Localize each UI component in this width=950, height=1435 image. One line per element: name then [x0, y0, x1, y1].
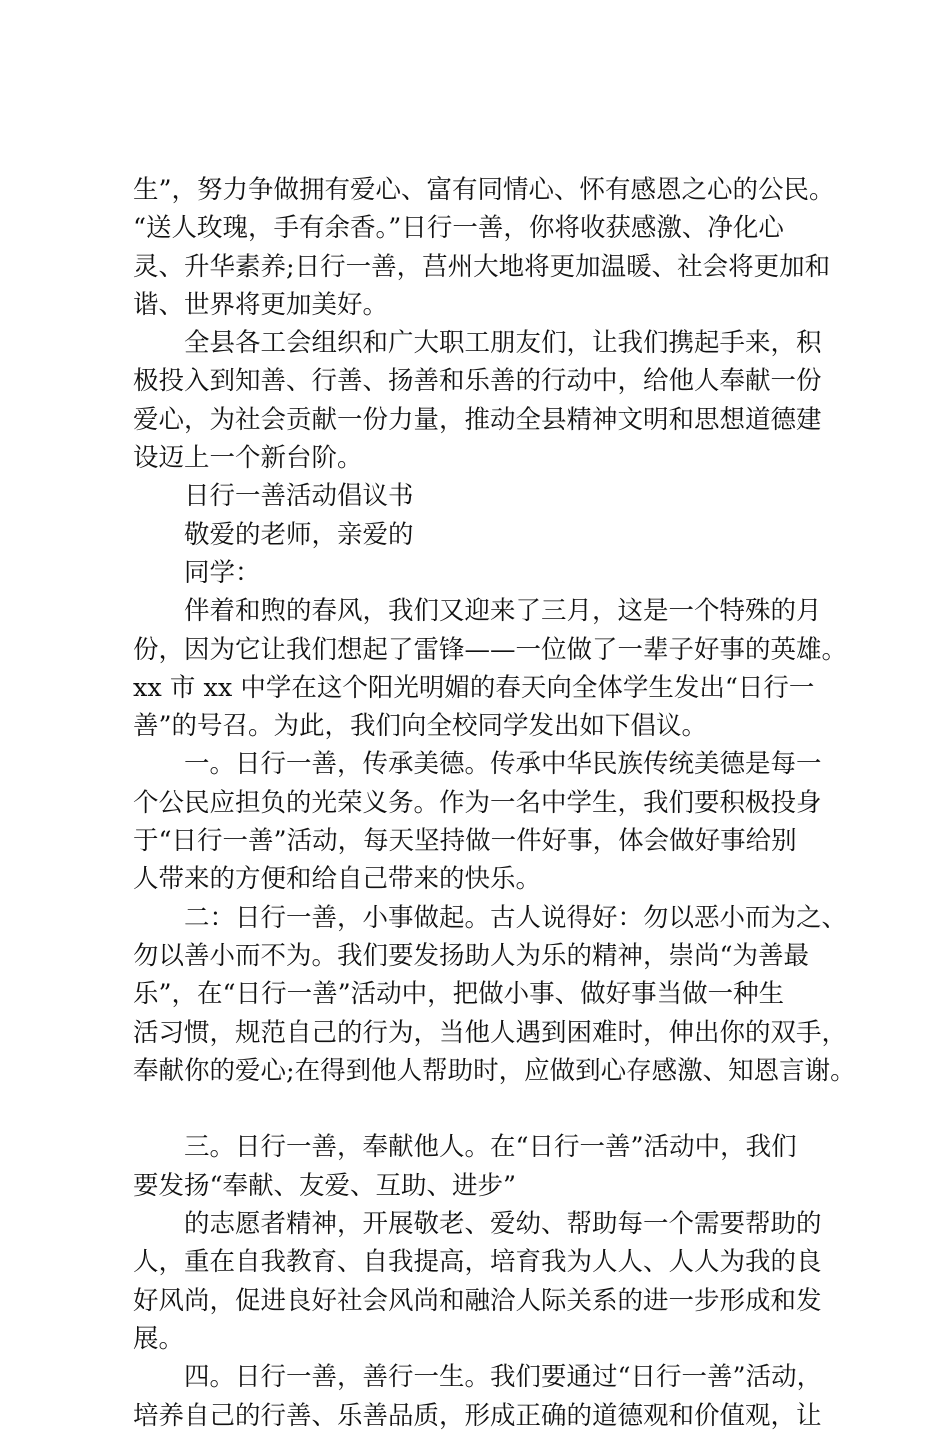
text-line: 二：日行一善，小事做起。古人说得好：勿以恶小而为之、: [133, 902, 848, 933]
text-line: 极投入到知善、行善、扬善和乐善的行动中，给他人奉献一份: [133, 366, 822, 397]
text-line: 爱心，为社会贡献一份力量，推动全县精神文明和思想道德建: [133, 404, 822, 435]
text-line: 三。日行一善，奉献他人。在“日行一善”活动中，我们: [133, 1132, 797, 1163]
text-line: 一。日行一善，传承美德。传承中华民族传统美德是每一: [133, 749, 822, 780]
text-line: 份，因为它让我们想起了雷锋——一位做了一辈子好事的英雄。: [133, 634, 848, 665]
text-line: 灵、升华素养;日行一善，莒州大地将更加温暖、社会将更加和: [133, 251, 831, 282]
text-line: 勿以善小而不为。我们要发扬助人为乐的精神，崇尚“为善最: [133, 940, 810, 971]
text-line: 于“日行一善”活动，每天坚持做一件好事，体会做好事给别: [133, 826, 797, 857]
text-line: 个公民应担负的光荣义务。作为一名中学生，我们要积极投身: [133, 787, 822, 818]
blank-line: [133, 1090, 833, 1128]
text-line: 乐”，在“日行一善”活动中，把做小事、做好事当做一种生: [133, 979, 785, 1010]
text-line: 善”的号召。为此，我们向全校同学发出如下倡议。: [133, 711, 708, 742]
text-line: 人带来的方便和给自己带来的快乐。: [133, 864, 542, 895]
text-line: 人，重在自我教育、自我提高，培育我为人人、人人为我的良: [133, 1247, 822, 1278]
salutation-line: 同学：: [133, 557, 261, 588]
document-body: [133, 171, 856, 1435]
text-line: 全县各工会组织和广大职工朋友们，让我们携起手来，积: [133, 328, 822, 359]
text-line: 四。日行一善，善行一生。我们要通过“日行一善”活动，: [133, 1362, 823, 1393]
text-line: 要发扬“奉献、友爱、互助、进步”: [133, 1170, 517, 1201]
text-line: 奉献你的爱心;在得到他人帮助时，应做到心存感激、知恩言谢。: [133, 1055, 856, 1086]
text-line: xx 市 xx 中学在这个阳光明媚的春天向全体学生发出“日行一: [133, 672, 815, 703]
text-line: 培养自己的行善、乐善品质，形成正确的道德观和价值观，让: [133, 1400, 822, 1431]
text-line: 谐、世界将更加美好。: [133, 289, 389, 320]
text-line: 展。: [133, 1323, 185, 1354]
text-line: 设迈上一个新台阶。: [133, 443, 363, 474]
text-line: 的志愿者精神，开展敬老、爱幼、帮助每一个需要帮助的: [133, 1209, 822, 1240]
text-line: 活习惯，规范自己的行为，当他人遇到困难时，伸出你的双手，: [133, 1017, 848, 1048]
text-line: 伴着和煦的春风，我们又迎来了三月，这是一个特殊的月: [133, 596, 822, 627]
text-line: 生”，努力争做拥有爱心、富有同情心、怀有感恩之心的公民。: [133, 175, 835, 205]
salutation-line: 敬爱的老师，亲爱的: [133, 519, 414, 550]
document-title: 日行一善活动倡议书: [133, 481, 414, 512]
text-line: 好风尚，促进良好社会风尚和融洽人际关系的进一步形成和发: [133, 1285, 822, 1316]
text-line: “送人玫瑰，手有余香。”日行一善，你将收获感激、净化心: [133, 213, 784, 244]
